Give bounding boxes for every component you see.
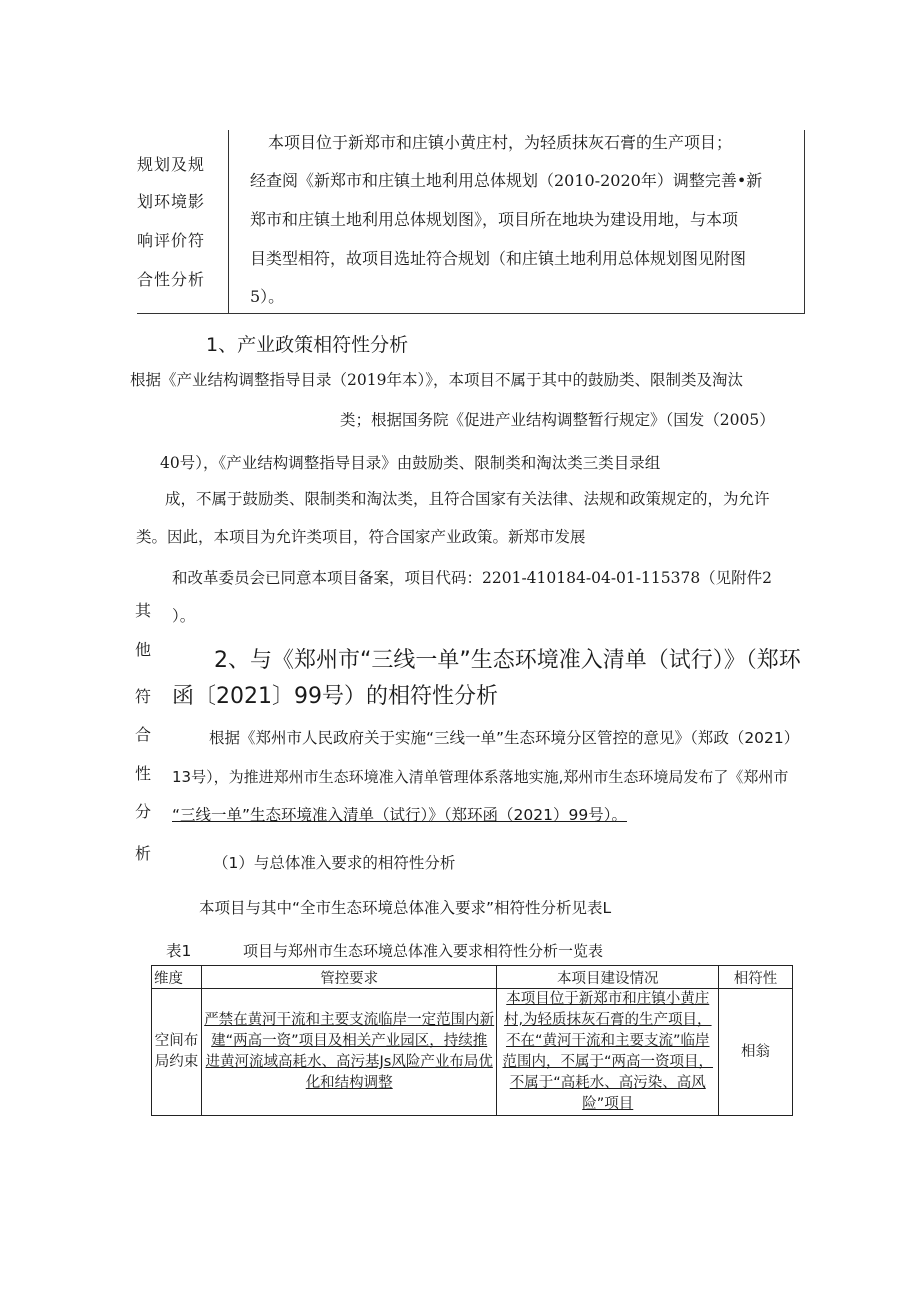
compliance-table bbox=[151, 965, 793, 1116]
table-header-row bbox=[152, 966, 793, 989]
side-label-char: 性 bbox=[135, 764, 152, 783]
section2-title: 2、与《郑州市“三线一单”生态环境准入清单（试行）》（郑环 bbox=[214, 648, 801, 673]
section1-line: 类；根据国务院《促进产业结构调整暂行规定》（国发（2005） bbox=[340, 411, 775, 429]
planning-label-line: 响评价符 bbox=[137, 231, 206, 250]
planning-text-line: 目类型相符，故项目选址符合规划（和庄镇土地利用总体规划图见附图 bbox=[250, 249, 747, 268]
section2-line: “三线一单”生态环境准入清单（试行）》（郑环函（2021）99号）。 bbox=[172, 806, 627, 824]
subsection-title: （1）与总体准入要求的相符性分析 bbox=[213, 854, 456, 872]
side-label-char: 合 bbox=[135, 725, 152, 744]
section1-line: 和改革委员会已同意本项目备案，项目代码：2201-410184-04-01-115378（见附件2 bbox=[172, 569, 773, 587]
section1-line: ）。 bbox=[172, 607, 196, 625]
table-cell-dimension: 空间布局约束 bbox=[152, 989, 202, 1116]
planning-label-line: 合性分析 bbox=[137, 270, 206, 289]
planning-label-line: 划环境影 bbox=[137, 192, 206, 211]
table-row bbox=[152, 989, 793, 1116]
table-cell-requirement: 严禁在黄河干流和主要支流临岸一定范围内新建“两高一资”项目及相关产业园区，持续推进黄河流域高耗水、高污基Js风险产业布局优化和结构调整 bbox=[201, 989, 497, 1116]
planning-text-line: 本项目位于新郑市和庄镇小黄庄村，为轻质抹灰石膏的生产项目； bbox=[268, 133, 733, 152]
table-header-cell: 维度 bbox=[152, 966, 202, 989]
planning-text-line: 5）。 bbox=[250, 287, 285, 306]
section2-line: 根据《郑州市人民政府关于实施“三线一单”生态环境分区管控的意见》（郑政（2021） bbox=[209, 729, 800, 747]
section1-title: 1、产业政策相符性分析 bbox=[206, 334, 409, 356]
subsection-intro: 本项目与其中“全市生态环境总体准入要求”相符性分析见表L bbox=[199, 899, 612, 917]
table-caption-title: 项目与郑州市生态环境总体准入要求相符性分析一览表 bbox=[243, 942, 604, 960]
table-header-cell: 本项目建设情况 bbox=[497, 966, 719, 989]
section1-line: 40号），《产业结构调整指导目录》由鼓励类、限制类和淘汰类三类目录组 bbox=[160, 454, 661, 472]
planning-right-border bbox=[804, 130, 805, 314]
table-header-cell: 管控要求 bbox=[201, 966, 497, 989]
table-cell-situation: 本项目位于新郑市和庄镇小黄庄村,为轻质抹灰石膏的生产项目，不在“黄河干流和主要支流”临岸范围内，不属于“两高一资项目，不属于“高耗水、高污染、高风险”项目 bbox=[497, 989, 719, 1116]
section1-line: 成，不属于鼓励类、限制类和淘汰类，且符合国家有关法律、法规和政策规定的，为允许 bbox=[165, 490, 770, 508]
table-caption-number: 表1 bbox=[166, 942, 192, 960]
planning-divider bbox=[228, 130, 229, 314]
section1-line: 类。因此，本项目为允许类项目，符合国家产业政策。新郑市发展 bbox=[136, 528, 586, 546]
planning-bottom-border bbox=[137, 313, 805, 314]
planning-text-line: 郑市和庄镇土地利用总体规划图》，项目所在地块为建设用地，与本项 bbox=[250, 210, 739, 229]
table-header-cell: 相符性 bbox=[719, 966, 793, 989]
side-label-char: 他 bbox=[135, 640, 152, 659]
table-cell-conformity: 相翁 bbox=[719, 989, 793, 1116]
side-label-char: 其 bbox=[135, 601, 152, 620]
section2-line: 13号），为推进郑州市生态环境准入清单管理体系落地实施,郑州市生态环境局发布了《郑州市 bbox=[172, 768, 789, 786]
planning-label-line: 规划及规 bbox=[137, 155, 206, 174]
section1-line: 根据《产业结构调整指导目录（2019年本）》，本项目不属于其中的鼓励类、限制类及淘汰 bbox=[130, 371, 743, 389]
planning-text-line: 经查阅《新郑市和庄镇土地利用总体规划（2010-2020年）调整完善•新 bbox=[250, 171, 763, 190]
side-label-char: 分 bbox=[135, 802, 152, 821]
section2-title: 函〔2021〕99号）的相符性分析 bbox=[172, 684, 498, 709]
side-label-char: 符 bbox=[135, 687, 152, 706]
side-label-char: 析 bbox=[135, 844, 152, 863]
